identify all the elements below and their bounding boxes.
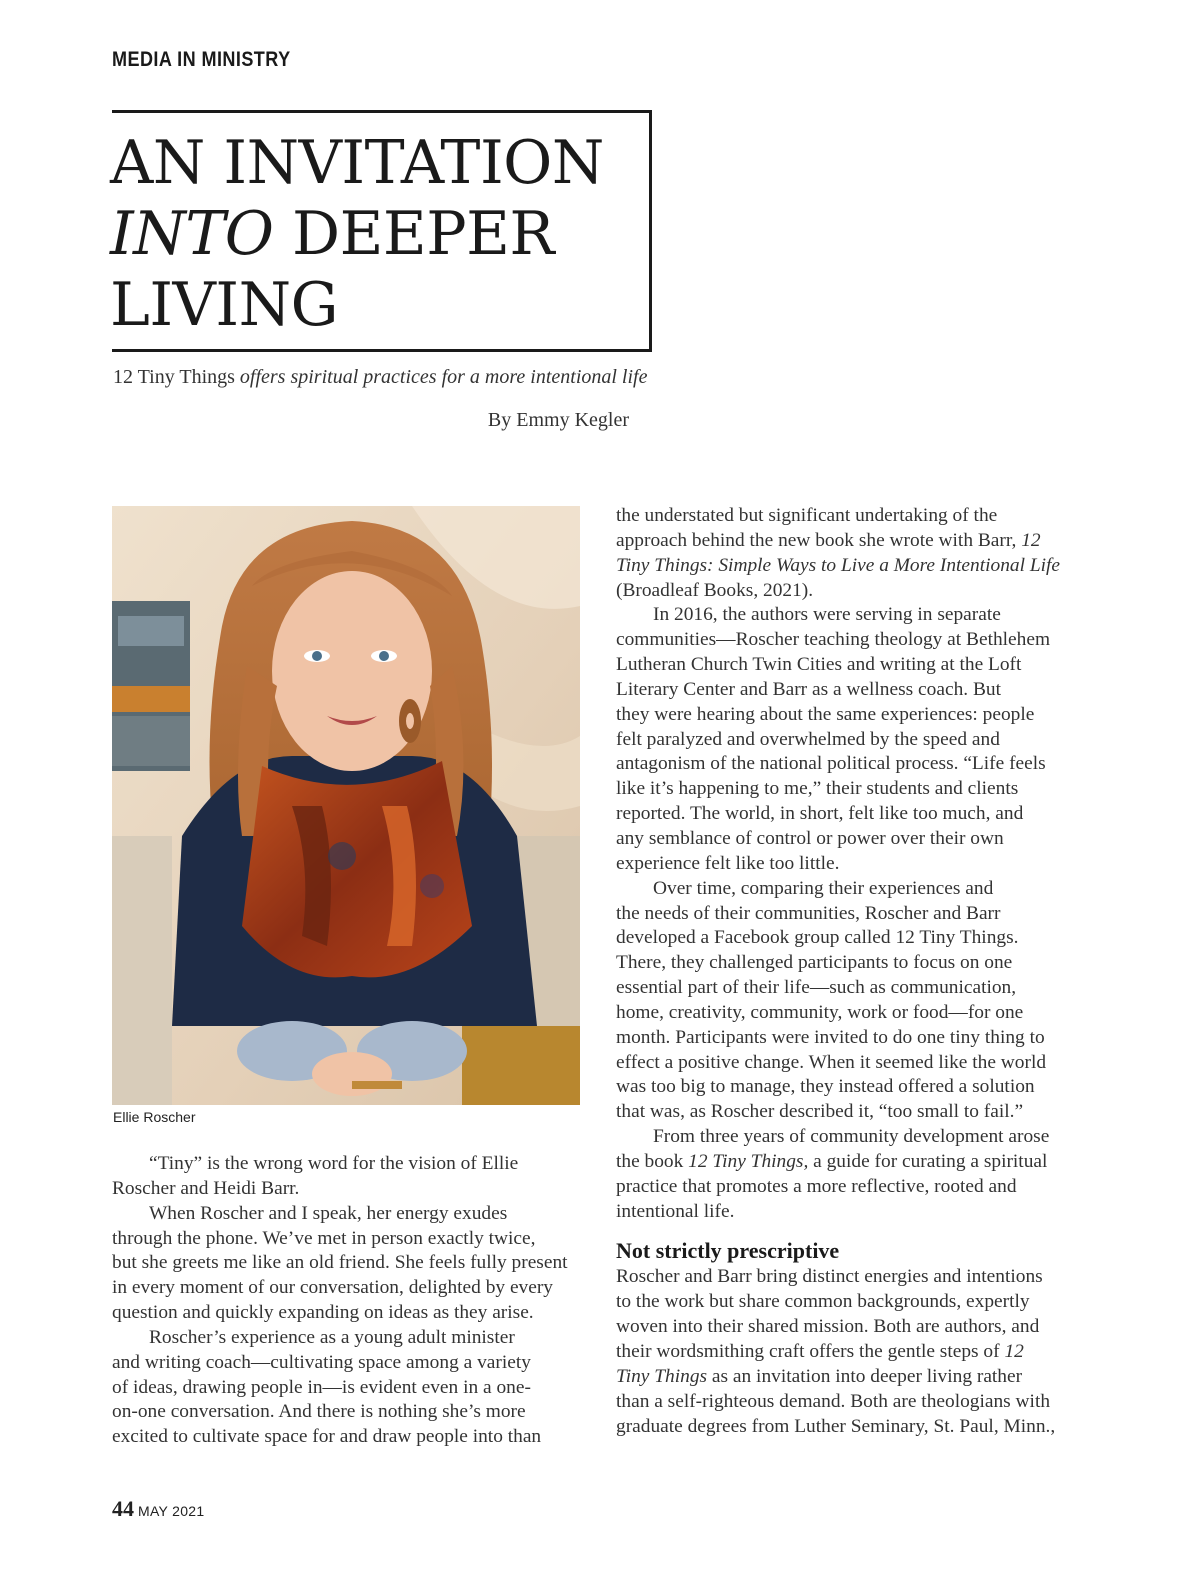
body-line: to the work but share common backgrounds, expertly — [616, 1291, 1030, 1313]
body-line: effect a positive change. When it seemed like the world — [616, 1051, 1047, 1073]
body-line: In 2016, the authors were serving in separate — [653, 604, 1001, 626]
body-line: communities—Roscher teaching theology at Bethlehem — [616, 629, 1051, 651]
subtitle — [113, 366, 647, 389]
body-line: “Tiny” is the wrong word for the vision of Ellie — [149, 1153, 519, 1174]
body-line: Roscher and Heidi Barr. — [112, 1177, 300, 1199]
subtitle-description: offers spiritual practices for a more intentional life — [239, 366, 648, 388]
body-line: graduate degrees from Luther Seminary, St. Paul, Minn., — [616, 1415, 1056, 1437]
author-portrait-image — [112, 506, 580, 1105]
body-line: but she greets me like an old friend. She feels fully present — [112, 1252, 568, 1274]
body-line — [616, 529, 1086, 554]
body-line: intentional life. — [616, 1200, 735, 1222]
body-line: through the phone. We’ve met in person exactly twice, — [112, 1227, 536, 1249]
body-line: they were hearing about the same experiences: people — [616, 703, 1035, 725]
book-title: Tiny Things — [616, 1365, 708, 1387]
body-text: a guide for curating a spiritual — [808, 1150, 1048, 1172]
body-line: Literary Center and Barr as a wellness coach. But — [616, 678, 1001, 700]
article-column-left — [112, 1152, 572, 1450]
body-line: Roscher and Barr bring distinct energies and intentions — [616, 1266, 1043, 1288]
body-line: When Roscher and I speak, her energy exudes — [149, 1202, 508, 1224]
subtitle-book: 12 Tiny Things — [113, 366, 240, 388]
body-line: From three years of community development arose — [653, 1126, 1050, 1148]
body-line — [616, 1365, 1086, 1390]
byline: By Emmy Kegler — [487, 409, 629, 431]
body-line: practice that promotes a more reflective, rooted and — [616, 1175, 1017, 1197]
photo-caption: Ellie Roscher — [113, 1109, 196, 1125]
body-line: excited to cultivate space for and draw people into than — [112, 1426, 542, 1448]
body-line: on-one conversation. And there is nothing she’s more — [112, 1401, 526, 1423]
body-line: developed a Facebook group called 12 Tiny Things. — [616, 927, 1019, 949]
body-line: that was, as Roscher described it, “too small to fail.” — [616, 1101, 1024, 1123]
body-line: in every moment of our conversation, delighted by every — [112, 1277, 554, 1299]
headline-italic-word: INTO — [110, 199, 274, 269]
headline-line-2-rest: DEEPER — [273, 199, 555, 269]
article-column-right — [616, 504, 1086, 1439]
body-line — [616, 1340, 1086, 1365]
book-title: 12 — [1004, 1341, 1024, 1362]
body-line: experience felt like too little. — [616, 852, 840, 874]
body-text: as an invitation into deeper living rather — [707, 1365, 1023, 1387]
body-line: like it’s happening to me,” their students and clients — [616, 778, 1019, 800]
section-label: MEDIA IN MINISTRY — [112, 48, 291, 71]
body-line: question and quickly expanding on ideas as they arise. — [112, 1302, 534, 1324]
page-number: 44 — [112, 1496, 134, 1521]
body-line: Over time, comparing their experiences and — [653, 877, 994, 899]
body-line: was too big to manage, they instead offered a solution — [616, 1076, 1035, 1098]
body-line: home, creativity, community, work or food—for one — [616, 1001, 1024, 1023]
headline-line-3: LIVING — [110, 270, 339, 340]
body-text: the book — [616, 1150, 689, 1172]
body-line: There, they challenged participants to focus on one — [616, 952, 1013, 974]
body-line: the needs of their communities, Roscher and Barr — [616, 902, 1001, 924]
body-line: antagonism of the national political process. “Life feels — [616, 753, 1046, 775]
headline-line-2 — [110, 199, 604, 270]
body-line: reported. The world, in short, felt like too much, and — [616, 803, 1024, 825]
body-line: month. Participants were invited to do one tiny thing to — [616, 1026, 1045, 1048]
body-line: essential part of their life—such as communication, — [616, 977, 1017, 999]
body-line: Roscher’s experience as a young adult minister — [149, 1326, 515, 1348]
body-line: woven into their shared mission. Both are authors, and — [616, 1316, 1040, 1338]
body-line: than a self-righteous demand. Both are theologians with — [616, 1390, 1051, 1412]
book-title: 12 — [1021, 529, 1041, 551]
body-line: (Broadleaf Books, 2021). — [616, 579, 814, 601]
headline — [110, 128, 604, 341]
body-line — [616, 554, 1086, 579]
section-subhead: Not strictly prescriptive — [616, 1238, 840, 1264]
body-line: felt paralyzed and overwhelmed by the speed and — [616, 728, 1000, 750]
author-photo — [112, 506, 580, 1105]
issue-date: MAY 2021 — [138, 1503, 205, 1519]
body-line: any semblance of control or power over their own — [616, 827, 1004, 849]
body-line: Lutheran Church Twin Cities and writing at the Loft — [616, 654, 1022, 676]
body-line: the understated but significant undertaking of the — [616, 505, 998, 526]
body-text: approach behind the new book she wrote with Barr, — [616, 529, 1022, 551]
headline-line-1: AN INVITATION — [110, 128, 604, 198]
book-title: 12 Tiny Things, — [688, 1150, 809, 1172]
body-line — [616, 1150, 1086, 1175]
body-line: of ideas, drawing people in—is evident even in a one- — [112, 1376, 531, 1398]
body-text: their wordsmithing craft offers the gentle steps of — [616, 1341, 1005, 1362]
page-footer — [112, 1496, 204, 1522]
body-line: and writing coach—cultivating space among a variety — [112, 1351, 531, 1373]
book-title: Tiny Things: Simple Ways to Live a More Intentional Life — [616, 554, 1060, 576]
